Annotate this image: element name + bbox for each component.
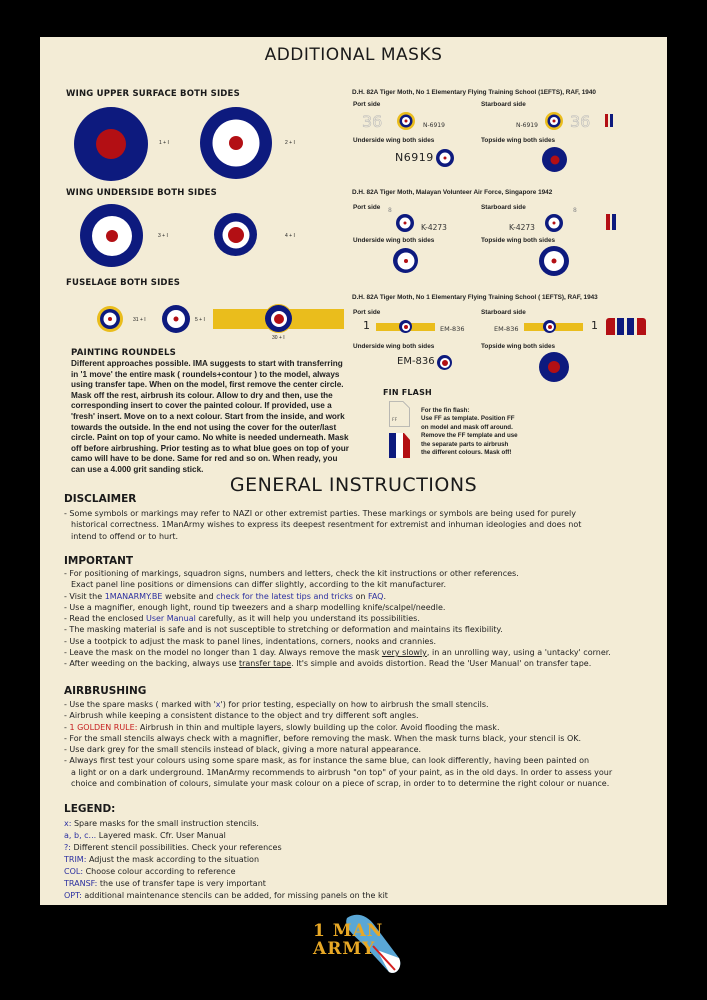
fin-flash-red [606,214,610,230]
wing-upper-heading: WING UPPER SURFACE BOTH SIDES [66,89,240,99]
mask-label: 5 + I [195,317,205,323]
starboard-side-label: Starboard side [481,204,526,211]
legend-item: ?: Different stencil possibilities. Check your references [64,843,282,852]
roundel-a1-starboard [545,112,563,130]
fin-flash-red [605,114,608,127]
roundel-band [265,305,292,332]
code-starboard: 1 [591,319,598,332]
wing-under-heading: WING UNDERSIDE BOTH SIDES [66,188,217,198]
tips-link[interactable]: check for the latest tips and tricks [216,591,353,601]
serial-wing: N6919 [395,151,434,164]
roundel-underwing [437,355,452,370]
painting-roundels-heading: PAINTING ROUNDELS [71,348,177,358]
roundel-type-a-large [200,107,272,179]
roundel-topwing [539,246,569,276]
roundel-underwing [436,149,454,167]
topside-label: Topside wing both sides [481,237,556,244]
underside-label: Underside wing both sides [353,237,435,244]
serial-wing: EM-836 [397,356,435,367]
port-side-label: Port side [353,204,381,211]
code-outline: 36 [362,112,383,131]
legend-item: x: Spare masks for the small instruction stencils. [64,819,259,828]
fuselage-heading: FUSELAGE BOTH SIDES [66,278,181,288]
roundel-underwing [393,248,418,273]
legend-list [64,818,388,902]
instruction-sheet [40,37,667,905]
legend-item: TRANSF: the use of transfer tape is very important [64,879,266,888]
fin-flash-blue [612,214,616,230]
underside-label: Underside wing both sides [353,137,435,144]
roundel-topwing [539,352,569,382]
starboard-side-label: Starboard side [481,101,526,108]
aircraft-title: D.H. 82A Tiger Moth, No 1 Elementary Flying Training School (1EFTS), RAF, 1940 [352,89,596,96]
aircraft-title: D.H. 82A Tiger Moth, No 1 Elementary Flying Training School ( 1EFTS), RAF, 1943 [352,294,598,301]
airbrushing-heading: AIRBRUSHING [64,685,147,697]
legend-item: OPT: additional maintenance stencils can be added, for missing panels on the kit [64,891,388,900]
code-starboard: 8 [573,207,577,214]
fin-flash-text: For the fin flash: Use FF as template. Position FF on model and mask off around. Remove the FF template and use the separate parts to airbrush the different colours. Mask off! [421,407,518,457]
mask-label: 1 + I [159,140,169,146]
faq-link[interactable]: FAQ [367,591,384,601]
port-side-label: Port side [353,101,381,108]
serial-port: K-4273 [421,223,447,232]
starboard-side-label: Starboard side [481,309,526,316]
port-side-label: Port side [353,309,381,316]
fin-flash-blue [610,114,613,127]
serial-port: EM-836 [440,325,465,333]
topside-label: Topside wing both sides [481,137,556,144]
roundel-starboard [543,320,556,333]
underside-label: Underside wing both sides [353,343,435,350]
disclaimer-text: - Some symbols or markings may refer to NAZI or other extremist parties. These markings or symbols are being used for purely historical correctness. 1ManArmy wishes to express its deepest resentment for extremist and inhuman ideologies and does not intend to offend or to hurt. [64,509,582,541]
fin-flash-heading: FIN FLASH [383,388,432,397]
aircraft-title: D.H. 82A Tiger Moth, Malayan Volunteer Air Force, Singapore 1942 [352,189,553,196]
roundel-type-a1 [97,306,123,332]
fin-flash-icon [389,432,410,458]
legend-item: a, b, c... Layered mask. Cfr. User Manual [64,831,226,840]
legend-item: COL: Choose colour according to reference [64,867,236,876]
painting-roundels-text: Different approaches possible. IMA suggests to start with transferring in '1 move' the entire mask ( roundels+contour ) to the model, always using transfer tape. When on the model, first remove the center circle. Mask off the rest, airbrush its colour. Allow to dry and then, use the corresponding insert to cover the painted colour. If provided, use a 'fresh' insert. Move on to a next colour. Start from the inside, and work towards the outside. In the end not using the cover for the outer/last circle. Paint on top of your camo. No white is needed underneath. Mask off before airbrushing. Prior testing as to what blue goes on top of your camo will have to be done. Same for red and so on. When ready, you can use a 4.000 grit sanding stick. [71,359,349,474]
golden-rule-label: 1 GOLDEN RULE: [69,722,138,732]
ff-label: FF [392,418,398,423]
user-manual-link[interactable]: User Manual [145,614,196,624]
airbrushing-list: - Use the spare masks ( marked with 'x') for prior testing, especially on how to airbrush the small stencils. - Airbrush while keeping a consistent distance to the object and try different soft angles. - 1 GOLDEN RULE: Airbrush in thin and multiple layers, slowly building up the color. Avoid flooding the mask. - For the small stencils always check with a magnifier, before removing the mask. When the mask turns black, your stencil is OK. - Use dark grey for the small stencils instead of black, giving a more natural appearance. - Always first test your colours using some spare mask, as for instance the same blue, can look differently, having been painted on a light or on a dark underground. 1ManArmy recommends to airbrush "on top" of your paint, as in the old days. In order to assess your choice and combination of colours, simulate your mask colour on a piece of scrap, in order to to determine the right colour or nuance. [64,700,613,789]
ff-template-icon [389,401,410,427]
serial-starboard: EM-836 [494,325,519,333]
roundel-type-a-medium [214,213,257,256]
roundel-type-b-large [74,107,148,181]
important-heading: IMPORTANT [64,555,134,567]
disclaimer-heading: DISCLAIMER [64,493,137,505]
logo-text: 1 MAN ARMY [313,921,384,959]
fin-flash-red [606,318,615,335]
website-link[interactable]: 1MANARMY.BE [104,591,163,601]
additional-masks-title: ADDITIONAL MASKS [264,45,443,65]
fin-flash-blue [627,318,634,335]
roundel-port [396,214,414,232]
roundel-type-a-under [80,204,143,267]
fin-flash-blue [617,318,624,335]
roundel-port [399,320,412,333]
serial-port: N-6919 [423,122,445,129]
code-outline: 36 [570,112,591,131]
roundel-type-a-small [162,305,190,333]
mask-label: 31 + I [133,317,146,323]
topside-label: Topside wing both sides [481,343,556,350]
mask-label: 4 + I [285,233,295,239]
important-list: - For positioning of markings, squadron signs, numbers and letters, check the kit instructions or other references. Exact panel line positions or dimensions can differ slightly, according to the kit manufacturer. - Visit the 1MANARMY.BE website and check for the latest tips and tricks on FAQ. - Use a magnifier, enough light, round tip tweezers and a sharp modelling knife/scalpel/needle. - Read the enclosed User Manual carefully, as it will help you understand its possibilities. - The masking material is safe and is not susceptible to stretching or deformation and maintains its flexibility. - Use a tootpick to adjust the mask to panel lines, indentations, corners, nooks and crannies. - Leave the mask on the model no longer than 1 day. Always remove the mask very slowly, in an unrolling way, using a 'untacky' corner. - After weeding on the backing, always use transfer tape. It's simple and avoids distortion. Read the 'User Manual' on transfer tape. [64,569,611,669]
roundel-topwing [542,147,567,172]
mask-label: 2 + I [285,140,295,146]
legend-item: TRIM: Adjust the mask according to the situation [64,855,260,864]
serial-starboard: K-4273 [509,223,535,232]
legend-heading: LEGEND: [64,803,116,815]
brand-logo [305,910,415,980]
roundel-starboard [545,214,563,232]
roundel-a1-port [397,112,415,130]
code-port: 1 [363,319,370,332]
mask-label: 30 + I [272,335,285,341]
fin-flash-red [637,318,646,335]
serial-starboard: N-6919 [516,122,538,129]
general-instructions-title: GENERAL INSTRUCTIONS [229,474,478,496]
code-port: 8 [388,207,392,214]
mask-label: 3 + I [158,233,168,239]
